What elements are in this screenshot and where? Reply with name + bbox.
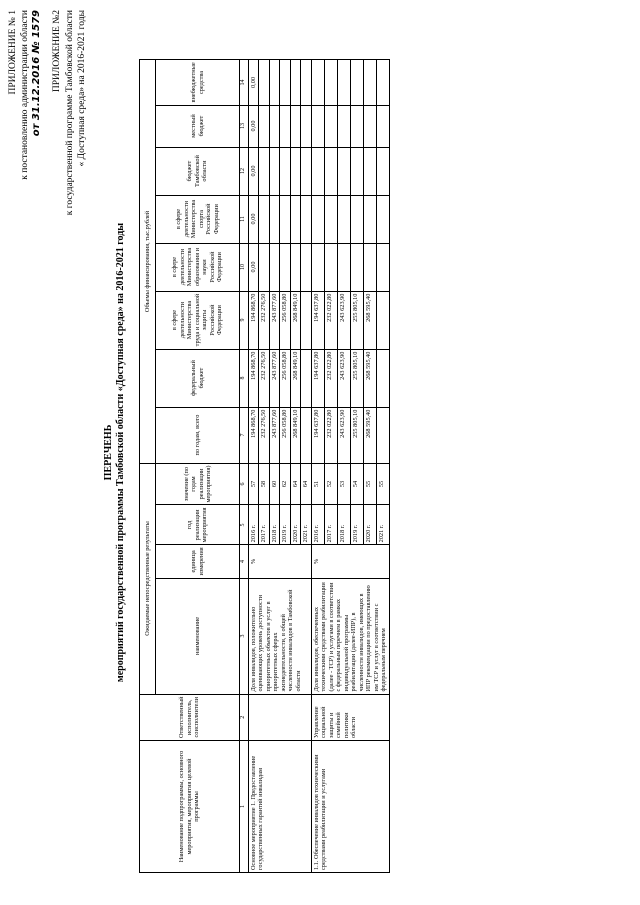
federal-cell: 268 849,10 — [290, 349, 301, 407]
regional-cell — [324, 147, 337, 195]
fed-edu-cell — [376, 243, 389, 291]
fed-sport-cell — [350, 195, 363, 243]
regional-cell — [311, 147, 324, 195]
regional-cell — [280, 147, 291, 195]
fed-edu-cell — [259, 243, 270, 291]
fed-sport-cell — [280, 195, 291, 243]
table-row — [311, 60, 324, 873]
header-local: местный бюджет — [156, 105, 240, 147]
total-cell — [376, 407, 389, 463]
regional-cell — [376, 147, 389, 195]
year-cell: 2016 г. — [311, 505, 324, 545]
local-cell — [311, 105, 324, 147]
year-cell: 2018 г. — [337, 505, 350, 545]
extra-cell: 0,00 — [248, 60, 259, 105]
program-name: « Доступная среда» на 2016-2021 годы — [77, 10, 87, 167]
federal-cell: 255 805,10 — [350, 349, 363, 407]
measure-1-1: 1.1. Обеспечение инвалидов техническими средствами реабилитации и услугами — [311, 741, 389, 873]
federal-cell: 194 637,80 — [311, 349, 324, 407]
value-cell: 64 — [290, 463, 301, 505]
fed-labor-cell — [301, 291, 312, 349]
regional-cell — [290, 147, 301, 195]
extra-cell — [301, 60, 312, 105]
extra-cell — [280, 60, 291, 105]
fed-sport-cell — [376, 195, 389, 243]
fed-labor-cell: 255 805,10 — [350, 291, 363, 349]
column-index-row — [240, 60, 249, 873]
header-extra: внебюджетные средства — [156, 60, 240, 105]
column-index: 10 — [240, 243, 249, 291]
local-cell — [301, 105, 312, 147]
header-fed-labor: в сфере деятельности Министерства труда и социальной защиты Российской Федерации — [156, 291, 240, 349]
fed-labor-cell: 268 595,40 — [363, 291, 376, 349]
column-index: 6 — [240, 463, 249, 505]
regional-cell: 0,00 — [248, 147, 259, 195]
federal-cell — [376, 349, 389, 407]
federal-cell: 232 022,80 — [324, 349, 337, 407]
header-fed-edu: в сфере деятельности Министерства образования и науки Российской Федерации — [156, 243, 240, 291]
value-cell: 64 — [301, 463, 312, 505]
extra-cell — [350, 60, 363, 105]
fed-labor-cell: 232 276,50 — [259, 291, 270, 349]
regional-cell — [301, 147, 312, 195]
header-value: значение (по годам реализации мероприятия) — [156, 463, 240, 505]
measures-table — [139, 59, 390, 873]
header-indicator-name: наименование — [156, 578, 240, 694]
fed-labor-cell: 268 849,10 — [290, 291, 301, 349]
federal-cell: 194 868,70 — [248, 349, 259, 407]
federal-cell: 232 276,50 — [259, 349, 270, 407]
total-cell: 268 849,10 — [290, 407, 301, 463]
fed-sport-cell — [290, 195, 301, 243]
fed-sport-cell — [301, 195, 312, 243]
federal-cell: 243 623,90 — [337, 349, 350, 407]
local-cell — [324, 105, 337, 147]
decree-reference: к постановлению администрации области — [20, 10, 30, 180]
total-cell: 256 058,80 — [280, 407, 291, 463]
extra-cell — [324, 60, 337, 105]
value-cell: 53 — [337, 463, 350, 505]
decree-date-number: от 31.12.2016 № 1579 — [31, 10, 42, 137]
fed-labor-cell: 194 637,80 — [311, 291, 324, 349]
total-cell: 194 868,70 — [248, 407, 259, 463]
value-cell: 51 — [311, 463, 324, 505]
extra-cell — [269, 60, 280, 105]
executor-cell — [248, 694, 311, 740]
total-cell: 243 623,90 — [337, 407, 350, 463]
federal-cell — [301, 349, 312, 407]
extra-cell — [363, 60, 376, 105]
column-index: 2 — [240, 694, 249, 740]
value-cell: 54 — [350, 463, 363, 505]
year-cell: 2017 г. — [259, 505, 270, 545]
column-index: 14 — [240, 60, 249, 105]
header-year: год реализации мероприятия — [156, 505, 240, 545]
year-cell: 2020 г. — [290, 505, 301, 545]
header-program-name: Наименование подпрограммы, основного мероприятия, мероприятия целевой программы — [140, 741, 240, 873]
main-measure-1: Основное мероприятие 1. Предоставление государственных гарантий инвалидам — [248, 741, 311, 873]
column-index: 8 — [240, 349, 249, 407]
value-cell: 55 — [376, 463, 389, 505]
total-cell: 243 877,60 — [269, 407, 280, 463]
fed-sport-cell: 0,00 — [248, 195, 259, 243]
header-unit: единица измерения — [156, 545, 240, 578]
indicator-unit: % — [248, 545, 311, 578]
appendix-2-label: ПРИЛОЖЕНИЕ №2 — [52, 10, 62, 93]
total-cell: 268 595,40 — [363, 407, 376, 463]
extra-cell — [311, 60, 324, 105]
fed-edu-cell — [311, 243, 324, 291]
fed-labor-cell: 243 623,90 — [337, 291, 350, 349]
regional-cell — [337, 147, 350, 195]
total-cell: 255 805,10 — [350, 407, 363, 463]
federal-cell: 256 058,80 — [280, 349, 291, 407]
value-cell: 57 — [248, 463, 259, 505]
fed-edu-cell — [363, 243, 376, 291]
year-cell: 2020 г. — [363, 505, 376, 545]
year-cell: 2019 г. — [280, 505, 291, 545]
regional-cell — [350, 147, 363, 195]
fed-labor-cell: 256 058,80 — [280, 291, 291, 349]
year-cell: 2021 г. — [301, 505, 312, 545]
year-cell: 2016 г. — [248, 505, 259, 545]
total-cell: 232 276,50 — [259, 407, 270, 463]
local-cell — [363, 105, 376, 147]
local-cell: 0,00 — [248, 105, 259, 147]
fed-edu-cell — [350, 243, 363, 291]
indicator-unit: % — [311, 545, 389, 578]
indicator-name: Доля инвалидов, обеспеченных техническими средствами реабилитации (далее - ТСР) и услугами в соответствии с федеральным перечнем в рамках индивидуальной программы реабилитации (далее-ИПР), в численности инвалидов, имеющих в ИПР рекомендации по предоставлению им ТСР и услуг в соответствии с федеральным перечнем — [311, 578, 389, 694]
column-index: 12 — [240, 147, 249, 195]
column-index: 7 — [240, 407, 249, 463]
column-index: 3 — [240, 578, 249, 694]
fed-edu-cell — [324, 243, 337, 291]
fed-sport-cell — [259, 195, 270, 243]
extra-cell — [337, 60, 350, 105]
local-cell — [269, 105, 280, 147]
indicator-name: Доля инвалидов, положительно оценивающих уровень доступности приоритетных объектов и услуг в приоритетных сферах жизнедеятельности, в общей численности инвалидов в Тамбовской области — [248, 578, 311, 694]
regional-cell — [363, 147, 376, 195]
header-federal: федеральный бюджет — [156, 349, 240, 407]
fed-edu-cell — [280, 243, 291, 291]
header-total: по годам, всего — [156, 407, 240, 463]
value-cell: 52 — [324, 463, 337, 505]
total-cell: 194 637,80 — [311, 407, 324, 463]
fed-sport-cell — [269, 195, 280, 243]
executor-cell: Управление социальной защиты и семейной политики области — [311, 694, 389, 740]
fed-sport-cell — [363, 195, 376, 243]
fed-sport-cell — [337, 195, 350, 243]
fed-edu-cell — [337, 243, 350, 291]
header-financing: Объемы финансирования, тыс.рублей — [140, 60, 156, 463]
column-index: 5 — [240, 505, 249, 545]
column-index: 13 — [240, 105, 249, 147]
value-cell: 60 — [269, 463, 280, 505]
federal-cell: 243 877,60 — [269, 349, 280, 407]
fed-edu-cell: 0,00 — [248, 243, 259, 291]
column-index: 9 — [240, 291, 249, 349]
fed-labor-cell: 232 022,80 — [324, 291, 337, 349]
value-cell: 62 — [280, 463, 291, 505]
value-cell: 55 — [363, 463, 376, 505]
header-executor: Ответственный исполнитель, соисполнители — [140, 694, 240, 740]
document-title: ПЕРЕЧЕНЬ — [103, 424, 114, 481]
fed-labor-cell: 194 868,70 — [248, 291, 259, 349]
local-cell — [376, 105, 389, 147]
year-cell: 2017 г. — [324, 505, 337, 545]
fed-sport-cell — [311, 195, 324, 243]
local-cell — [280, 105, 291, 147]
column-index: 4 — [240, 545, 249, 578]
program-reference: к государственной программе Тамбовской области — [65, 10, 75, 216]
fed-edu-cell — [290, 243, 301, 291]
total-cell — [301, 407, 312, 463]
fed-edu-cell — [269, 243, 280, 291]
total-cell: 232 022,80 — [324, 407, 337, 463]
value-cell: 58 — [259, 463, 270, 505]
document-subtitle: мероприятий государственной программы Тамбовской области «Доступная среда» на 2016-2021 годы — [115, 222, 126, 683]
extra-cell — [376, 60, 389, 105]
local-cell — [350, 105, 363, 147]
column-index: 11 — [240, 195, 249, 243]
header-fed-sport: в сфере деятельности Министерства спорта Российской Федерации — [156, 195, 240, 243]
local-cell — [259, 105, 270, 147]
header-regional: бюджет Тамбовской области — [156, 147, 240, 195]
table-row — [248, 60, 259, 873]
regional-cell — [269, 147, 280, 195]
fed-labor-cell: 243 877,60 — [269, 291, 280, 349]
local-cell — [337, 105, 350, 147]
year-cell: 2021 г. — [376, 505, 389, 545]
extra-cell — [259, 60, 270, 105]
local-cell — [290, 105, 301, 147]
fed-edu-cell — [301, 243, 312, 291]
regional-cell — [259, 147, 270, 195]
year-cell: 2019 г. — [350, 505, 363, 545]
year-cell: 2018 г. — [269, 505, 280, 545]
appendix-1-label: ПРИЛОЖЕНИЕ № 1 — [8, 10, 18, 95]
header-expected-results: Ожидаемые непосредственные результаты — [140, 463, 156, 694]
fed-sport-cell — [324, 195, 337, 243]
fed-labor-cell — [376, 291, 389, 349]
extra-cell — [290, 60, 301, 105]
column-index: 1 — [240, 741, 249, 873]
federal-cell: 268 595,40 — [363, 349, 376, 407]
